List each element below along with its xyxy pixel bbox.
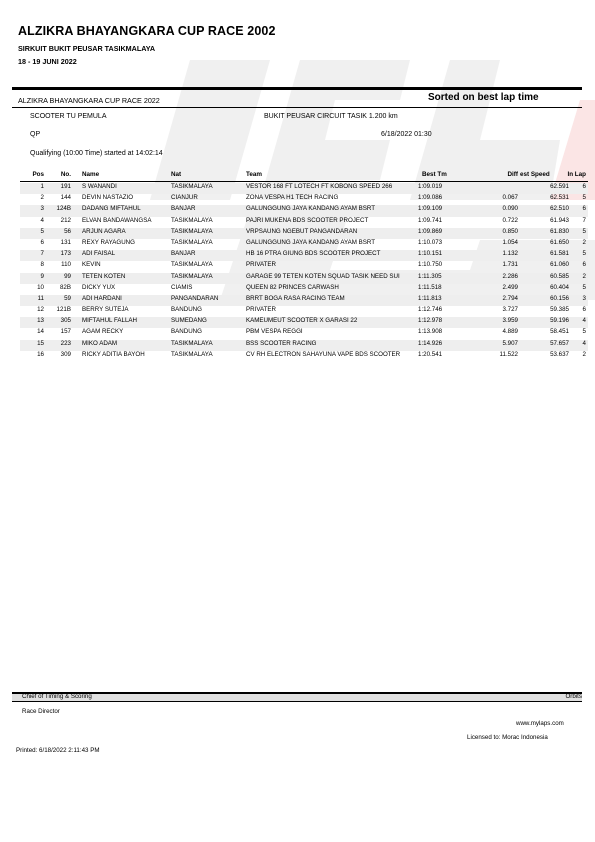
cell-speed: 61.060: [550, 261, 569, 269]
website-link[interactable]: www.mylaps.com: [516, 720, 564, 727]
cell-team: VESTOR 168 FT LOTECH FT KOBONG SPEED 266: [246, 183, 393, 190]
cell-lap: 5: [582, 194, 586, 202]
cell-best: 1:20.541: [418, 350, 443, 358]
cell-team: BRRT BOGA RASA RACING TEAM: [246, 294, 345, 302]
cell-nat: SUMEDANG: [171, 317, 207, 325]
cell-diff: 1.132: [502, 250, 518, 258]
cell-pos: 13: [37, 317, 44, 325]
cell-best: 1:12.978: [418, 317, 443, 325]
cell-best: 1:09.869: [418, 227, 443, 235]
cell-name: RICKY ADITIA BAYOH: [82, 350, 145, 358]
race-director: Race Director: [22, 708, 60, 715]
cell-lap: 7: [582, 216, 586, 224]
cell-no: 309: [60, 350, 71, 358]
table-row: [20, 328, 588, 339]
race-title: ALZIKRA BHAYANGKARA CUP RACE 2002: [18, 24, 276, 38]
cell-no: 191: [60, 183, 71, 190]
col-name-header: Name: [82, 171, 100, 178]
cell-no: 212: [60, 216, 71, 224]
cell-pos: 8: [40, 261, 44, 269]
table-row: [20, 183, 588, 194]
cell-pos: 9: [40, 272, 44, 280]
cell-pos: 16: [37, 350, 44, 358]
cell-speed: 62.591: [550, 183, 569, 190]
cell-nat: TASIKMALAYA: [171, 216, 213, 224]
table-row: [20, 317, 588, 328]
cell-speed: 58.451: [550, 328, 569, 336]
circuit-info: BUKIT PEUSAR CIRCUIT TASIK 1.200 km: [264, 113, 398, 120]
cell-lap: 6: [582, 183, 586, 190]
cell-name: BERRY SUTEJA: [82, 306, 129, 314]
circuit-name: SIRKUIT BUKIT PEUSAR TASIKMALAYA: [18, 44, 156, 53]
cell-no: 157: [60, 328, 71, 336]
qualifying-note: Qualifying (10:00 Time) started at 14:02:14: [30, 150, 163, 157]
table-row: [20, 261, 588, 272]
cell-speed: 60.404: [550, 283, 569, 291]
session-code: QP: [30, 131, 41, 138]
cell-lap: 2: [582, 350, 586, 358]
col-no-header: No.: [60, 171, 71, 178]
cell-team: KAMEUMEUT SCOOTER X GARASI 22: [246, 317, 358, 325]
table-row: [20, 295, 588, 306]
cell-diff: 0.850: [502, 227, 518, 235]
cell-no: 82B: [59, 283, 71, 291]
cell-no: 144: [60, 194, 71, 202]
cell-team: HB 16 PTRA GIUNG BDS SCOOTER PROJECT: [246, 250, 381, 258]
cell-pos: 1: [40, 183, 44, 190]
cell-name: S WANANDI: [82, 183, 117, 190]
cell-speed: 60.156: [550, 294, 569, 302]
cell-nat: CIAMIS: [171, 283, 193, 291]
cell-best: 1:10.750: [418, 261, 443, 269]
cell-team: GARAGE 99 TETEN KOTEN SQUAD TASIK NEED SUI: [246, 272, 400, 280]
cell-speed: 62.510: [550, 205, 569, 213]
cell-no: 223: [60, 339, 71, 347]
sort-label: Sorted on best lap time: [428, 92, 539, 103]
cell-pos: 4: [40, 216, 44, 224]
cell-nat: BANJAR: [171, 250, 196, 258]
cell-diff: 11.522: [499, 350, 518, 358]
col-team-header: Team: [246, 171, 262, 178]
table-row: [20, 217, 588, 228]
cell-team: BSS SCOOTER RACING: [246, 339, 317, 347]
cell-name: ELVAN BANDAWANGSA: [82, 216, 152, 224]
cell-nat: BANDUNG: [171, 306, 202, 314]
cell-diff: 3.959: [502, 317, 518, 325]
cell-diff: 0.722: [502, 216, 518, 224]
cell-no: 56: [64, 227, 71, 235]
cell-name: KEVIN: [82, 261, 101, 269]
cell-pos: 15: [37, 339, 44, 347]
cell-diff: 0.067: [502, 194, 518, 202]
cell-name: REXY RAYAGUNG: [82, 238, 135, 246]
cell-speed: 59.196: [550, 317, 569, 325]
cell-name: DICKY YUX: [82, 283, 116, 291]
cell-diff: 2.286: [502, 272, 518, 280]
cell-name: TETEN KOTEN: [82, 272, 126, 280]
col-speed-header: est Speed: [520, 171, 550, 178]
cell-best: 1:10.151: [418, 250, 443, 258]
cell-lap: 2: [582, 272, 586, 280]
cell-lap: 6: [582, 261, 586, 269]
cell-team: VRPSAUNG NGEBUT PANGANDARAN: [246, 227, 358, 235]
cell-lap: 4: [582, 339, 586, 347]
table-header-line: [20, 181, 588, 182]
cell-team: PRIVATER: [246, 261, 277, 269]
cell-no: 121B: [56, 306, 71, 314]
cell-lap: 6: [582, 205, 586, 213]
cell-speed: 60.585: [550, 272, 569, 280]
cell-team: GALUNGGUNG JAYA KANDANG AYAM BSRT: [246, 205, 376, 213]
cell-no: 99: [64, 272, 71, 280]
cell-no: 305: [60, 317, 71, 325]
cell-pos: 10: [37, 283, 44, 291]
cell-nat: TASIKMALAYA: [171, 183, 213, 190]
table-row: [20, 205, 588, 216]
table-row: [20, 284, 588, 295]
cell-pos: 12: [37, 306, 44, 314]
cell-best: 1:11.518: [418, 283, 442, 291]
cell-pos: 14: [37, 328, 44, 336]
chief-of-timing: Chief of Timing & Scoring: [22, 693, 92, 700]
race-dates: 18 - 19 JUNI 2022: [18, 57, 77, 66]
cell-name: ADI HARDANI: [82, 294, 122, 302]
cell-best: 1:10.073: [418, 238, 443, 246]
cell-diff: 4.889: [502, 328, 518, 336]
cell-name: DEVIN NASTAZIO: [82, 194, 134, 202]
results-table-header: [20, 171, 588, 181]
cell-best: 1:11.813: [418, 294, 442, 302]
cell-pos: 2: [40, 194, 44, 202]
cell-name: AGAM RECKY: [82, 328, 124, 336]
cell-lap: 5: [582, 328, 586, 336]
cell-best: 1:13.908: [418, 328, 443, 336]
cell-pos: 6: [40, 238, 44, 246]
cell-pos: 11: [37, 294, 44, 302]
cell-nat: TASIKMALAYA: [171, 227, 213, 235]
cell-pos: 5: [40, 227, 44, 235]
table-row: [20, 194, 588, 205]
cell-lap: 4: [582, 317, 586, 325]
table-row: [20, 250, 588, 261]
cell-team: ZONA VESPA H1 TECH RACING: [246, 194, 339, 202]
cell-name: ARJUN AGARA: [82, 227, 126, 235]
event-name: ALZIKRA BHAYANGKARA CUP RACE 2022: [18, 96, 160, 105]
cell-team: PBM VESPA REGGI: [246, 328, 303, 336]
cell-no: 124B: [56, 205, 71, 213]
col-nat-header: Nat: [171, 171, 182, 178]
cell-lap: 5: [582, 250, 586, 258]
cell-nat: TASIKMALAYA: [171, 261, 213, 269]
cell-diff: 2.499: [502, 283, 518, 291]
cell-best: 1:14.926: [418, 339, 443, 347]
col-diff-header: Diff: [507, 171, 518, 178]
cell-speed: 62.531: [550, 194, 569, 202]
cell-nat: BANJAR: [171, 205, 196, 213]
table-row: [20, 228, 588, 239]
cell-lap: 2: [582, 238, 586, 246]
cell-speed: 61.581: [550, 250, 569, 258]
cell-no: 110: [61, 261, 71, 269]
cell-team: CV RH ELECTRON SAHAYUNA VAPE BDS SCOOTER: [246, 350, 401, 358]
cell-pos: 3: [40, 205, 44, 213]
cell-diff: 3.727: [502, 306, 518, 314]
cell-lap: 3: [582, 294, 586, 302]
orbits-label: Orbits: [565, 693, 582, 700]
header-divider: [12, 87, 582, 90]
event-divider: [12, 107, 582, 108]
race-category: SCOOTER TU PEMULA: [30, 113, 107, 120]
cell-nat: TASIKMALAYA: [171, 339, 213, 347]
table-row: [20, 273, 588, 284]
cell-best: 1:11.305: [418, 272, 442, 280]
cell-lap: 5: [582, 227, 586, 235]
col-lap-header: In Lap: [567, 171, 586, 178]
cell-name: MIFTAHUL FALLAH: [82, 317, 138, 325]
cell-no: 131: [60, 238, 71, 246]
cell-diff: 2.794: [502, 294, 518, 302]
cell-lap: 6: [582, 306, 586, 314]
cell-speed: 53.637: [550, 350, 569, 358]
cell-no: 173: [60, 250, 71, 258]
license-info: Licensed to: Morac Indonesia: [467, 734, 548, 741]
cell-nat: TASIKMALAYA: [171, 272, 213, 280]
cell-team: PAJRI MUKENA BDS SCOOTER PROJECT: [246, 216, 369, 224]
cell-diff: 1.731: [502, 261, 518, 269]
cell-nat: CIANJUR: [171, 194, 198, 202]
cell-speed: 61.830: [550, 227, 569, 235]
cell-team: PRIVATER: [246, 306, 277, 314]
cell-pos: 7: [40, 250, 44, 258]
table-row: [20, 351, 588, 362]
cell-best: 1:09.109: [418, 205, 443, 213]
cell-diff: 5.907: [502, 339, 518, 347]
cell-name: ADI FAISAL: [82, 250, 116, 258]
cell-best: 1:09.019: [418, 183, 443, 190]
cell-name: MIKO ADAM: [82, 339, 118, 347]
cell-best: 1:12.746: [418, 306, 443, 314]
cell-speed: 59.385: [550, 306, 569, 314]
cell-nat: BANDUNG: [171, 328, 202, 336]
cell-diff: 0.090: [502, 205, 518, 213]
col-pos-header: Pos: [32, 171, 44, 178]
cell-speed: 61.943: [550, 216, 569, 224]
cell-lap: 5: [582, 283, 586, 291]
cell-team: GALUNGGUNG JAYA KANDANG AYAM BSRT: [246, 238, 376, 246]
cell-speed: 61.650: [550, 238, 569, 246]
table-row: [20, 239, 588, 250]
cell-best: 1:09.086: [418, 194, 443, 202]
cell-best: 1:09.741: [418, 216, 443, 224]
cell-no: 59: [64, 294, 71, 302]
table-row: [20, 340, 588, 351]
cell-nat: TASIKMALAYA: [171, 238, 213, 246]
cell-nat: PANGANDARAN: [171, 294, 219, 302]
footer-bar: [12, 692, 582, 702]
printed-timestamp: Printed: 6/18/2022 2:11:43 PM: [16, 747, 100, 754]
cell-nat: TASIKMALAYA: [171, 350, 213, 358]
table-row: [20, 306, 588, 317]
session-datetime: 6/18/2022 01:30: [381, 131, 432, 138]
cell-diff: 1.054: [502, 238, 518, 246]
cell-team: QUEEN 82 PRINCES CARWASH: [246, 283, 339, 291]
cell-speed: 57.657: [550, 339, 569, 347]
results-table-body: [20, 183, 588, 362]
col-best-header: Best Tm: [422, 171, 447, 178]
cell-name: DADANG MIFTAHUL: [82, 205, 141, 213]
